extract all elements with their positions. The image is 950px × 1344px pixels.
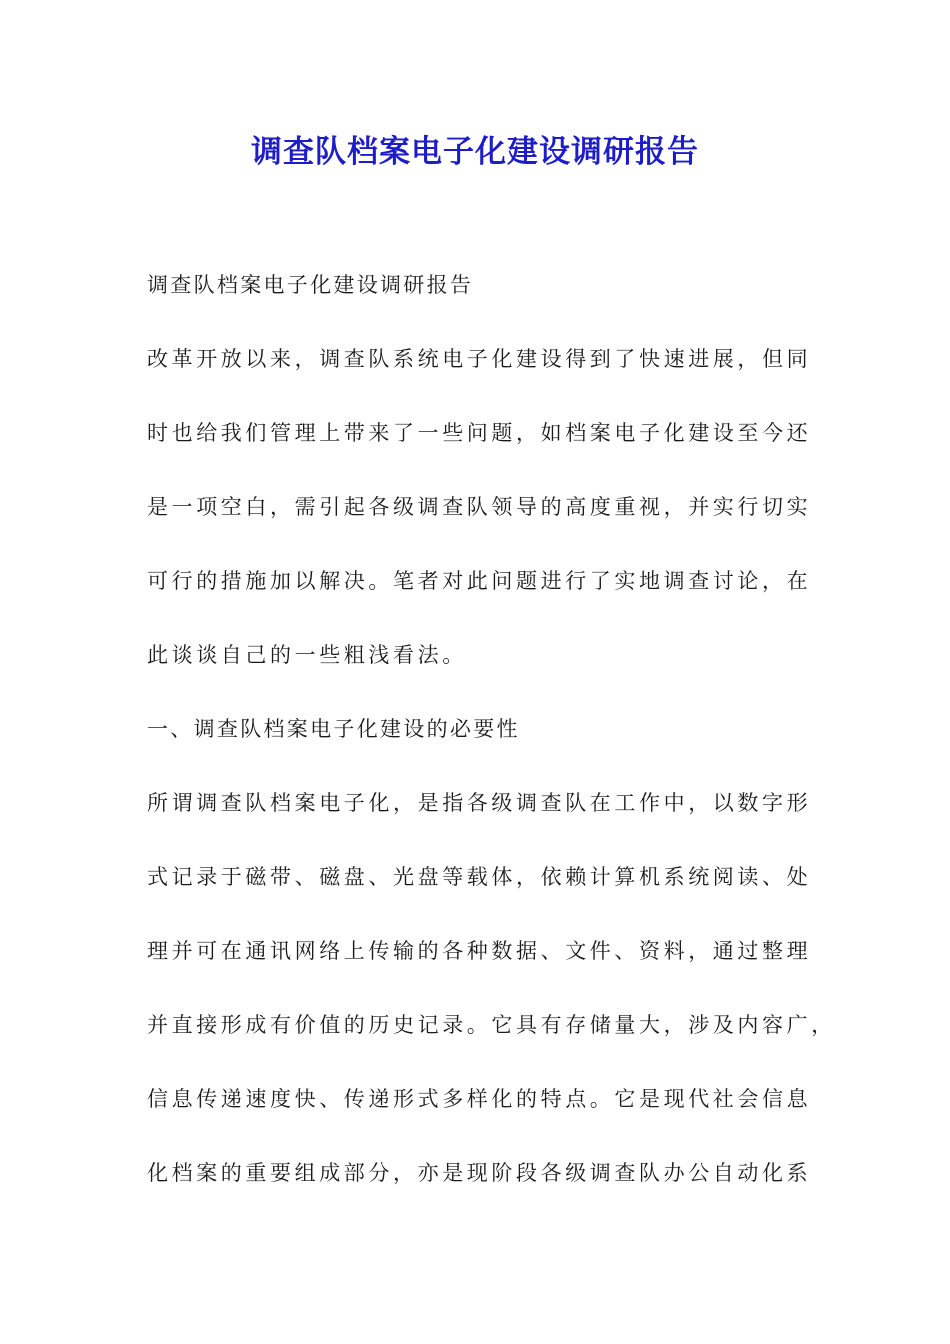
paragraph-line: 此谈谈自己的一些粗浅看法。	[147, 643, 467, 667]
paragraph-line: 理并可在通讯网络上传输的各种数据、文件、资料，通过整理	[147, 939, 812, 963]
paragraph-line: 可行的措施加以解决。笔者对此问题进行了实地调查讨论，在	[147, 569, 812, 593]
paragraph-line: 化档案的重要组成部分，亦是现阶段各级调查队办公自动化系	[147, 1161, 812, 1185]
paragraph-line: 改革开放以来，调查队系统电子化建设得到了快速进展，但同	[147, 347, 812, 371]
document-body	[147, 258, 836, 1220]
paragraph-line: 所谓调查队档案电子化，是指各级调查队在工作中，以数字形	[147, 791, 812, 815]
subtitle-line: 调查队档案电子化建设调研报告	[147, 273, 474, 297]
paragraph-line: 信息传递速度快、传递形式多样化的特点。它是现代社会信息	[147, 1087, 812, 1111]
document-title: 调查队档案电子化建设调研报告	[251, 134, 699, 170]
paragraph-line: 时也给我们管理上带来了一些问题，如档案电子化建设至今还	[147, 421, 812, 445]
section-heading: 一、调查队档案电子化建设的必要性	[147, 717, 520, 741]
paragraph-line: 并直接形成有价值的历史记录。它具有存储量大，涉及内容广，	[147, 1013, 836, 1037]
paragraph-line: 是一项空白，需引起各级调查队领导的高度重视，并实行切实	[147, 495, 812, 519]
paragraph-line: 式记录于磁带、磁盘、光盘等载体，依赖计算机系统阅读、处	[147, 865, 812, 889]
